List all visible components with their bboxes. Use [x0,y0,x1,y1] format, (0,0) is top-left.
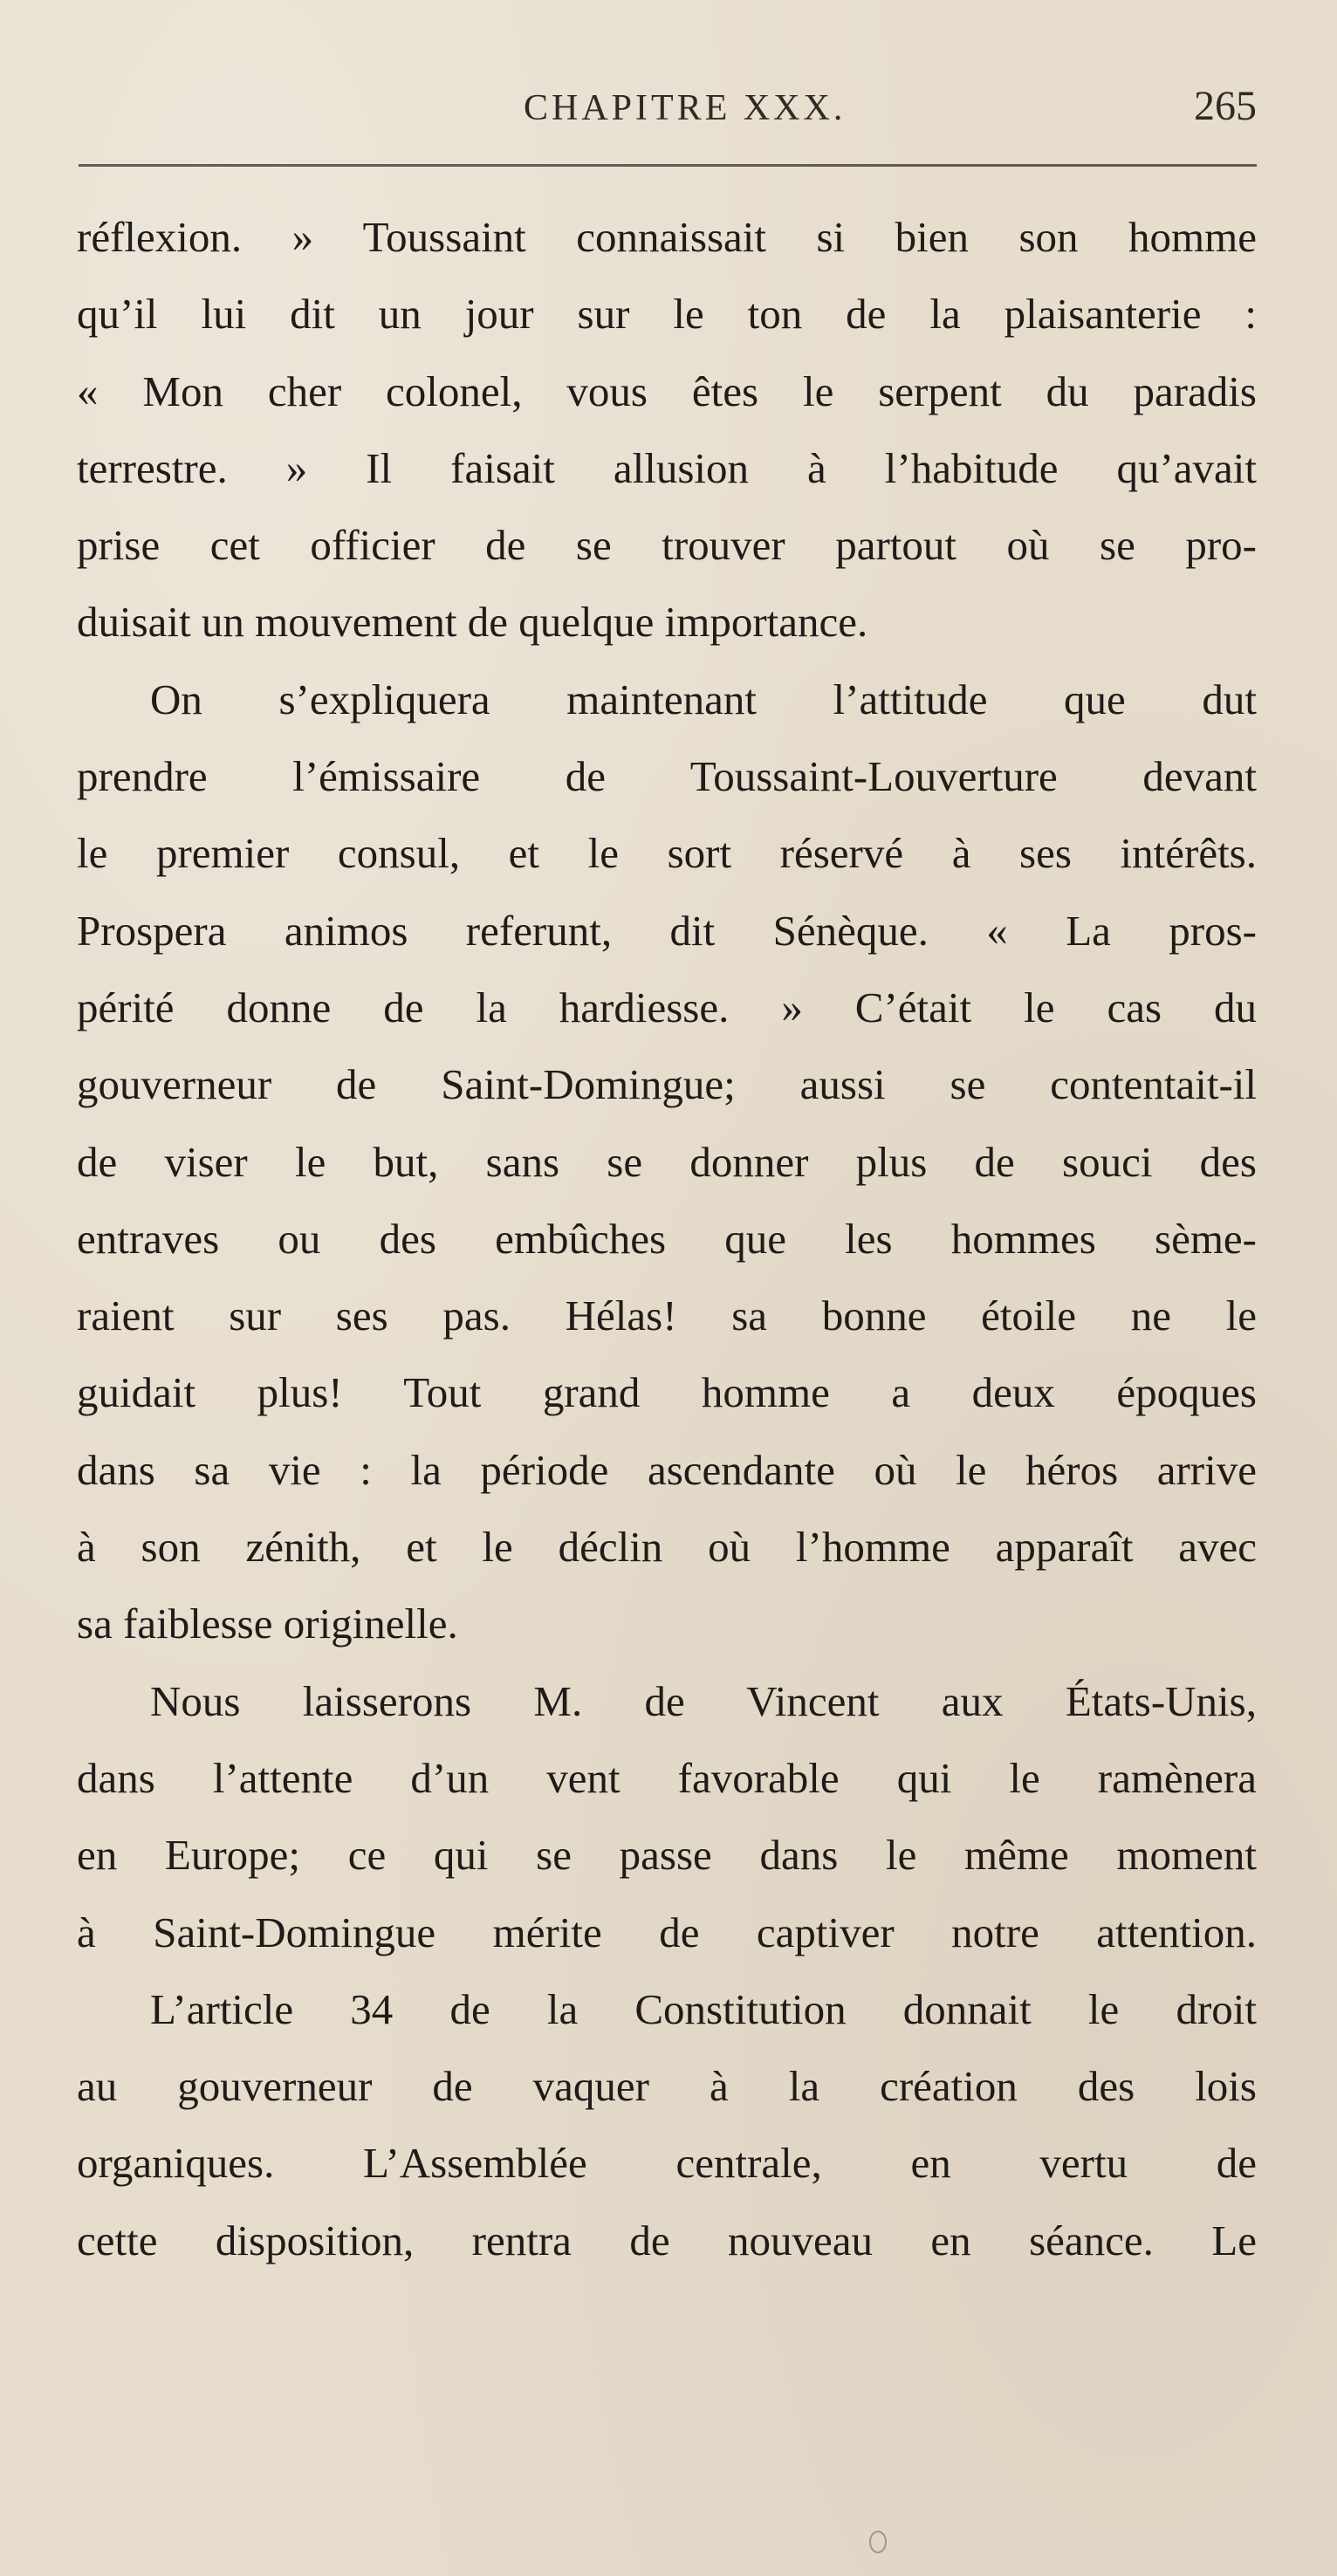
page-number: 265 [1194,83,1257,129]
text-line: au gouverneur de vaquer à la création des lois [77,2062,1257,2111]
text-line: cette disposition, rentra de nouveau en séance. Le [77,2216,1257,2264]
text-line: duisait un mouvement de quelque importance. [77,598,868,647]
text-line: dans sa vie : la période ascendante où le héros arrive [77,1445,1257,1494]
text-line: entraves ou des embûches que les hommes sème- [77,1214,1257,1263]
text-line: le premier consul, et le sort réservé à ses intérêts. [77,829,1257,878]
running-head [79,83,1257,140]
text-line: périté donne de la hardiesse. » C’était le cas du [77,983,1257,1031]
text-line: qu’il lui dit un jour sur le ton de la plaisanterie : [77,290,1257,339]
text-line: en Europe; ce qui se passe dans le même moment [77,1831,1257,1880]
text-line: terrestre. » Il faisait allusion à l’habitude qu’avait [77,443,1257,492]
text-line: prendre l’émissaire de Toussaint-Louverture devant [77,752,1257,801]
body-text [77,199,1257,2279]
text-line: sa faiblesse originelle. [77,1600,458,1648]
text-line: On s’expliquera maintenant l’attitude que dut [150,675,1257,723]
text-line: organiques. L’Assemblée centrale, en vertu de [77,2139,1257,2188]
text-line: dans l’attente d’un vent favorable qui le ramènera [77,1753,1257,1802]
circle-mark [869,2531,887,2553]
text-line: prise cet officier de se trouver partout où se pro- [77,521,1257,570]
text-line: de viser le but, sans se donner plus de souci des [77,1137,1257,1186]
text-line: réflexion. » Toussaint connaissait si bien son homme [77,213,1257,261]
text-line: « Mon cher colonel, vous êtes le serpent du paradis [77,367,1257,415]
chapter-title: CHAPITRE XXX. [524,88,847,128]
header-rule [79,164,1257,167]
text-line: à Saint-Domingue mérite de captiver notre attention. [77,1908,1257,1956]
text-line: gouverneur de Saint-Domingue; aussi se contentait-il [77,1060,1257,1109]
text-line: à son zénith, et le déclin où l’homme apparaît avec [77,1523,1257,1572]
text-line: raient sur ses pas. Hélas! sa bonne étoile ne le [77,1291,1257,1340]
text-line: guidait plus! Tout grand homme a deux époques [77,1368,1257,1417]
text-line: L’article 34 de la Constitution donnait le droit [150,1984,1257,2033]
text-line: Prospera animos referunt, dit Sénèque. « La pros- [77,906,1257,955]
text-line: Nous laisserons M. de Vincent aux États-Unis, [150,1676,1257,1725]
